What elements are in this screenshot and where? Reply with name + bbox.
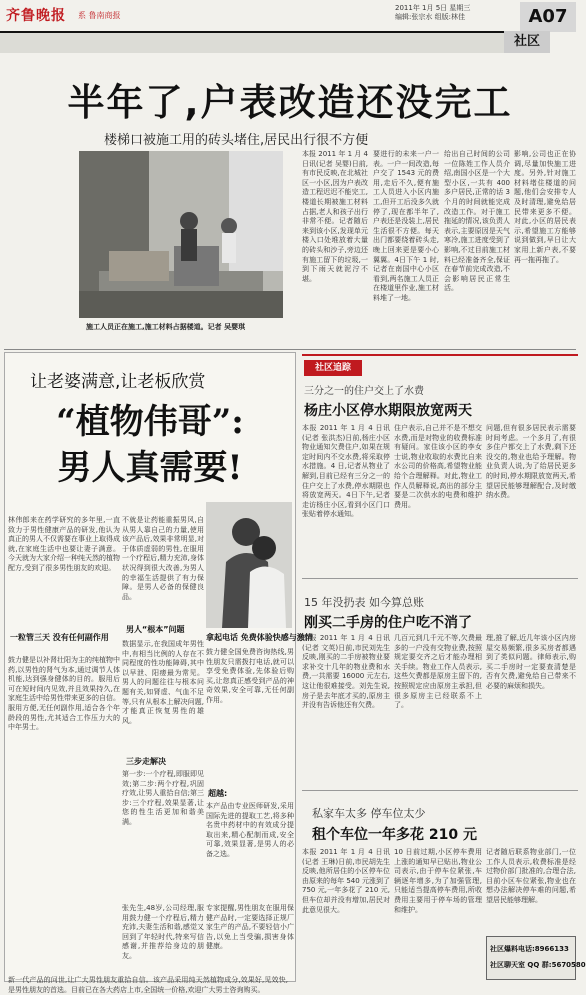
plant-col-d bbox=[122, 640, 204, 750]
house-headline: 刚买二手房的住户吃不消了 bbox=[304, 615, 472, 631]
lead-col-3-text: 给出自己时间的公司一位陈姓工作人员介绍,南国小区是一个大型小区,一共有 400 多户居民,正常的话 3 个月的时间就能完成改造工作。对于施工拖延的情况,该负责人表示,主要原因是天气寒冷,施工进度受到了影响,不过目前施工材料已经准备齐全,保证在春节前完成改造,不会影响居民正常生活。 bbox=[444, 150, 510, 293]
editor-credit: 编辑:张宗水 组版:林佳 bbox=[395, 13, 465, 21]
house-bottom-rule bbox=[302, 790, 578, 791]
lead-col-1 bbox=[302, 150, 368, 346]
plant-photo-caption: 拿起电话 免费体验快感与激情 bbox=[206, 633, 313, 642]
parking-col-3-text: 记者随后联系物业部门,一位工作人员表示,收费标准是经过物价部门批准的,合理合法,目前小区车位紧张,物业也在想办法解决停车难的问题,希望居民能够理解。 bbox=[486, 848, 576, 904]
plant-sub1: 一粒管三天 没有任何副作用 bbox=[10, 633, 109, 642]
plant-col-g bbox=[206, 802, 294, 902]
plant-col-b-text: 不就是让药能重振男风,自从男人靠自己的力量,使用该产品后,效果非常明显,对于体质虚弱的男性,在服用一个疗程后,精力充沛,身体状况得到很大改善,为男人的幸福生活提供了有力保障。是男人必备的保健良品。 bbox=[122, 516, 204, 601]
lead-col-2-text: 要进行的未来一户一表。一户一间改造,每户交了 1543 元的费用,走后不久,便有施工人员进入小区内施工,但开工后没多久就停了,现在都半年了,户表还是没装上,居民生活很不方便。每天出门都要绕着砖头走,晚上回来更是要小心翼翼。4日下午 1 时,记者在南国中心小区看到,两名施工人员正在楼道里作业,施工材料堆了一地。 bbox=[373, 150, 439, 302]
house-col-2-text: 几百元到几千元不等,欠费最多的一户没有交物业费,按照规定要交齐之后才能办理相关手续。物业工作人员表示,这些欠费都是原房主留下的,按照规定应由原房主承担,但很多原房主已经联系不上了。 bbox=[394, 634, 482, 710]
plant-sub2: 男人“根本”问题 bbox=[126, 625, 185, 634]
plant-col-e-text: 第一步:一个疗程,即服即见效;第二步:两个疗程,巩固疗效,让男人重拾自信;第三步:三个疗程,效果显著,让您的性生活更加和谐美满。 bbox=[122, 770, 204, 826]
water-col-3 bbox=[486, 424, 576, 574]
water-bottom-rule bbox=[302, 578, 578, 579]
plant-title-b: 男人真需要! bbox=[57, 448, 243, 488]
hotline-qq: 社区聊天室 QQ 群:5670580 bbox=[490, 961, 586, 969]
lead-photo-caption: 施工人员正在施工,施工材料占据楼道。记者 吴婴琪 bbox=[86, 323, 246, 331]
parking-col-2-text: 10 日前过期,小区停车费用上涨的通知早已贴出,物业公司表示,由于停车位紧张,车辆逐年增多,为了加强管理,只能适当提高停车费用,所收费用主要用于停车场的管理和维护。 bbox=[394, 848, 482, 914]
plant-col-c-text: 新一代产品的问世,让广大男性朋友重拾自信。该产品采用纯天然植物成分,效果好,见效快,是男性朋友的首选。目前已在各大药店上市,全国统一价格,欢迎广大男士咨询购买。 bbox=[8, 976, 288, 994]
lead-bottom-rule bbox=[4, 349, 576, 350]
plant-col-h bbox=[206, 904, 294, 976]
plant-col-g-text: 本产品由专业医师研发,采用国际先进的提取工艺,将多种名贵中药材中的有效成分提取出来,精心配制而成,安全可靠,效果显著,是男人的必备之选。 bbox=[206, 802, 294, 858]
issue-date: 2011年 1月 5日 星期三 bbox=[395, 4, 471, 12]
hotline-box bbox=[486, 936, 576, 980]
lead-col-1-text: 本报 2011 年 1 月 4 日讯(记者 吴婴)日前,有市民反映,在北城社区一小区,因为户表改造工程迟迟不能完工,楼道长期被施工材料占据,老人和孩子出行非常不便。记者随后来到该小区,发现单元楼入口处堆放着大量的砖头和沙子,旁边还有施工留下的垃圾,一到下雨天就泥泞不堪。 bbox=[302, 150, 368, 283]
plant-sub4: 超越: bbox=[208, 789, 228, 798]
plant-phone-text bbox=[206, 648, 294, 778]
water-headline: 杨庄小区停水期限放宽两天 bbox=[304, 403, 472, 419]
parking-col-1-text: 本报 2011 年 1 月 4 日讯(记者 王琳)日前,市民胡先生反映,他所居住的小区停车位由原来的每年 540 元涨到了 750 元,一年多花了 210 元,但车位却并没有增加,居民对此意见很大。 bbox=[302, 848, 390, 914]
lead-col-2 bbox=[373, 150, 439, 346]
water-col-1 bbox=[302, 424, 390, 574]
lead-photo bbox=[79, 151, 283, 318]
house-col-1 bbox=[302, 634, 390, 784]
plant-col-e bbox=[122, 770, 204, 900]
plant-phone-text-span: 鼓力健全国免费咨询热线,男性朋友只需拨打电话,就可以享受免费体验,先体验后购买,让您真正感受到产品的神奇效果,安全可靠,无任何副作用。 bbox=[206, 648, 294, 704]
page-number: A07 bbox=[520, 2, 576, 32]
parking-headline: 租个车位一年多花 210 元 bbox=[312, 827, 477, 843]
lead-col-3 bbox=[444, 150, 510, 346]
water-col-2 bbox=[394, 424, 482, 574]
plant-col-f-text: 张先生,48岁,公司经理,服用鼓力健一个疗程后,精力充沛,夫妻生活和谐,感觉又回到了年轻时代,特来写信感谢,并推荐给身边的朋友。 bbox=[122, 904, 204, 960]
house-col-1-text: 本报 2011 年 1 月 4 日讯(记者 文英)日前,市民刘先生反映,刚买的二手房被物业要求补交十几年的物业费和水费,一共需要 16000 元左右,这让他很难接受。刘先生说,房子是去年底才买的,原房主并没有告诉他还有欠费。 bbox=[302, 634, 390, 710]
section-title: 社区 bbox=[504, 31, 550, 53]
lead-deck: 楼梯口被施工用的砖头堵住,居民出行很不方便 bbox=[104, 133, 369, 148]
water-kicker: 三分之一的住户交上了水费 bbox=[304, 386, 424, 397]
plant-col-b bbox=[122, 516, 204, 616]
lead-col-4-text: 影响,公司也正在协调,尽量加快施工进度。另外,针对施工材料堵住楼道的问题,他们会安排专人及时清理,避免给居民带来更多不便。对此,小区的居民表示,希望施工方能够说到做到,早日让大家用上新户表,不要再一拖再拖了。 bbox=[514, 150, 576, 264]
header-shade bbox=[0, 33, 504, 53]
plant-col-d-text: 数据显示,在我国成年男性中,有相当比例的人存在不同程度的性功能障碍,其中以早泄、阳痿最为常见。男人的问题往往与根本问题有关,如肾虚、气血不足等,只有从根本上解决问题,才能真正恢复男性的雄风。 bbox=[122, 640, 204, 725]
plant-tagline: 让老婆满意,让老板欣赏 bbox=[30, 372, 206, 392]
lead-headline: 半年了,户表改造还没完工 bbox=[67, 81, 513, 124]
parking-col-1 bbox=[302, 848, 390, 978]
plant-sub3: 三步走解决 bbox=[126, 757, 166, 766]
couple-photo-icon bbox=[206, 502, 292, 628]
house-col-3 bbox=[486, 634, 576, 784]
plant-col-c bbox=[8, 976, 288, 994]
parking-col-3 bbox=[486, 848, 576, 932]
tracking-label: 社区追踪 bbox=[304, 360, 362, 376]
water-col-3-text: 问题,但有很多居民表示需要时间考虑。一个多月了,有很多住户都交上了水费,剩下还没交的,物业也给予理解。物业负责人说,为了给居民更多的时间,停水期限放宽两天,希望居民能够理解配合,及时缴纳水费。 bbox=[486, 424, 576, 500]
plant-photo bbox=[206, 502, 292, 628]
construction-photo-icon bbox=[79, 151, 283, 318]
plant-intro-text: 林伟郎来在药学研究的多年里,一直致力于男性健康产品的研发,他认为真正的男人不仅需要在事业上取得成就,在家庭生活中也要让妻子满意。今天就为大家介绍一种纯天然的植物配方,受到了很多男性朋友的欢迎。 bbox=[8, 516, 120, 572]
house-col-2 bbox=[394, 634, 482, 784]
parking-col-2 bbox=[394, 848, 482, 978]
water-col-2-text: 住户表示,自己并不是不想交水费,而是对物业的收费标准有疑问。家住该小区的李女士说,物业收取的水费比自来水公司的价格高,希望物业能给个合理解释。对此,物业工作人员解释说,高出的部分主要是二次供水的电费和维护费用。 bbox=[394, 424, 482, 509]
plant-intro bbox=[8, 516, 120, 624]
masthead-tag: 系 鲁南商报 bbox=[78, 11, 121, 20]
house-col-3-text: 理,推了解,近几年该小区内房屋交易频繁,很多买房者都遇到了类似问题。律师表示,购买二手房时一定要查清楚是否有欠费,避免给自己带来不必要的麻烦和损失。 bbox=[486, 634, 576, 690]
tracking-tag bbox=[302, 354, 578, 356]
plant-title-a: “植物伟哥”: bbox=[56, 402, 244, 442]
parking-kicker: 私家车太多 停车位太少 bbox=[312, 807, 426, 820]
plant-col-a bbox=[8, 656, 120, 974]
lead-col-4 bbox=[514, 150, 576, 346]
water-col-1-text: 本报 2011 年 1 月 4 日讯(记者 张洪杰)日前,杨庄小区物业通知欠费住户,如果在规定时间内不交水费,将采取停水措施。4 日,记者从物业了解到,目前已经有三分之一的住户交上了水费,停水期限也将放宽两天。4日下午,记者走访杨庄小区,看到小区门口张贴着停水通知。 bbox=[302, 424, 390, 519]
house-kicker: 15 年没扔表 如今算总账 bbox=[304, 596, 424, 609]
plant-col-a-text: 鼓力健是以补肾壮阳为主的纯植物中药,以男性的肾气为本,通过调节人体机能,达到强身健体的目的。服用后可在短时间内见效,并且效果持久,在家庭生活中给男性带来更多的自信。服用方便,无任何副作用,适合各个年龄段的男性,尤其适合工作压力大的中年男士。 bbox=[8, 656, 120, 732]
plant-col-f bbox=[122, 904, 204, 976]
plant-col-h-text: 专家提醒,男性朋友在服用保健产品时,一定要选择正规厂家生产的产品,不要轻信小广告,以免上当受骗,损害身体健康。 bbox=[206, 904, 294, 951]
hotline-phone: 社区爆料电话:8966133 bbox=[490, 945, 569, 953]
masthead-logo: 齐鲁晚报 bbox=[6, 8, 66, 24]
